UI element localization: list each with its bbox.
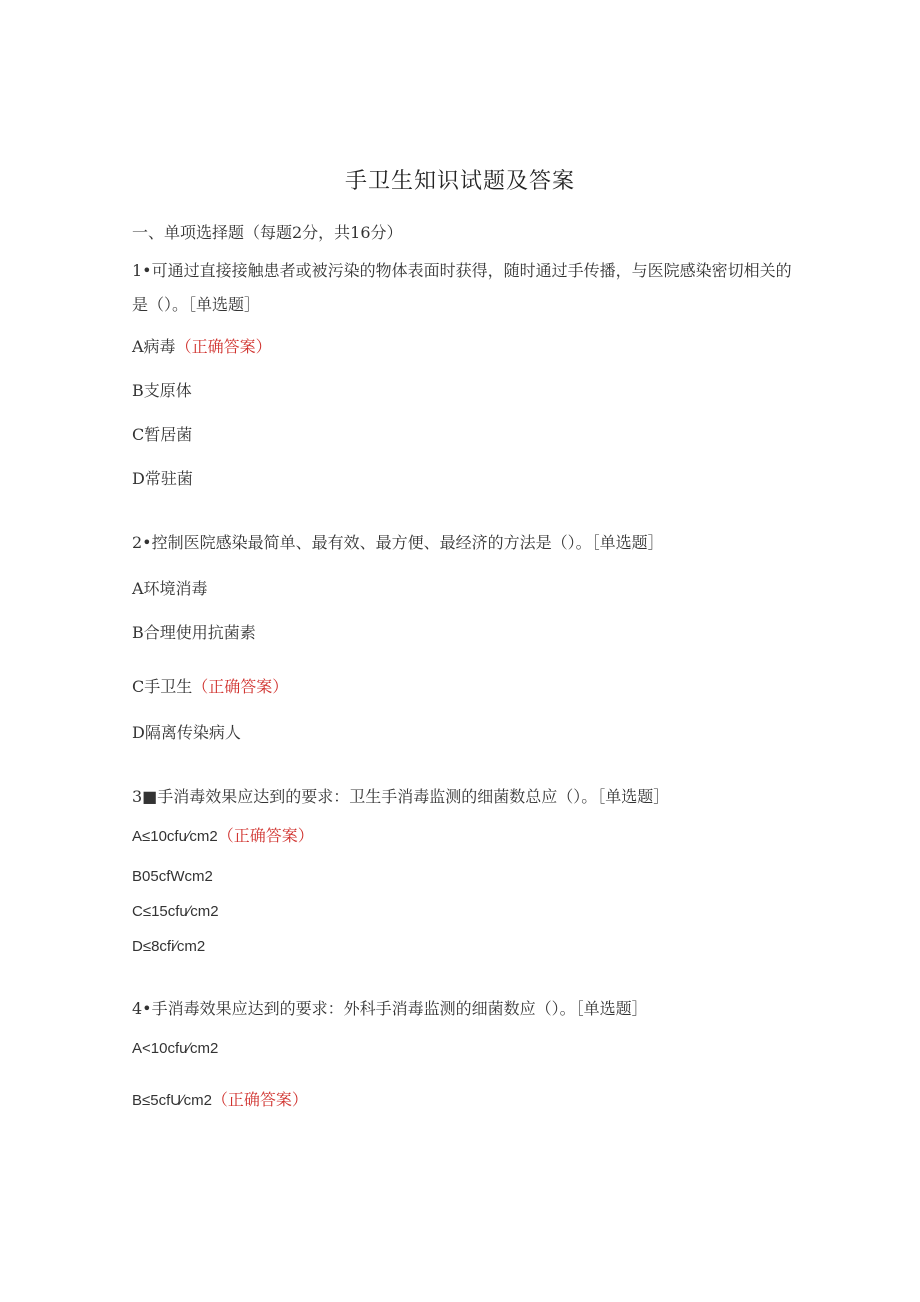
q2-option-b: B合理使用抗菌素 [132,623,256,642]
q2-option-c [132,674,288,697]
q1-option-d: D常驻菌 [132,469,193,488]
page-title: 手卫生知识试题及答案 [344,169,575,194]
q2-option-a: A环境消毒 [132,579,208,598]
q3-option-b: B05cfWcm2 [132,868,213,885]
question-2-stem: 2•控制医院感染最简单、最有效、最方便、最经济的方法是（）。［单选题］ [132,533,664,552]
option-text: B≤5cfU∕cm2 [132,1092,212,1109]
q1-option-c: C暂居菌 [132,425,193,444]
correct-answer-mark: （正确答案） [192,677,289,696]
correct-answer-mark: （正确答案） [211,1090,308,1109]
correct-answer-mark: （正确答案） [175,337,272,356]
question-3-stem: 3■手消毒效果应达到的要求：卫生手消毒监测的细菌数总应（）。［单选题］ [132,787,670,806]
q3-option-d: D≤8cfi∕cm2 [132,938,206,955]
option-text: A病毒 [132,337,176,356]
correct-answer-mark: （正确答案） [217,826,314,845]
q4-option-b [132,1087,308,1110]
q2-option-d: D隔离传染病人 [132,723,241,742]
option-text: A≤10cfu∕cm2 [132,828,218,845]
q4-option-a: A<10cfu∕cm2 [132,1040,219,1057]
q1-option-a [132,334,272,357]
q3-option-c: C≤15cfu∕cm2 [132,903,219,920]
question-1-stem: 1•可通过直接接触患者或被污染的物体表面时获得，随时通过手传播，与医院感染密切相关的是（）。［单选题］ [132,261,792,314]
option-text: C手卫生 [132,677,193,696]
q1-option-b: B支原体 [132,381,192,400]
q3-option-a [132,823,314,846]
question-4-stem: 4•手消毒效果应达到的要求：外科手消毒监测的细菌数应（）。［单选题］ [132,999,648,1018]
section-heading: 一、单项选择题（每题2分，共16分） [132,223,403,242]
